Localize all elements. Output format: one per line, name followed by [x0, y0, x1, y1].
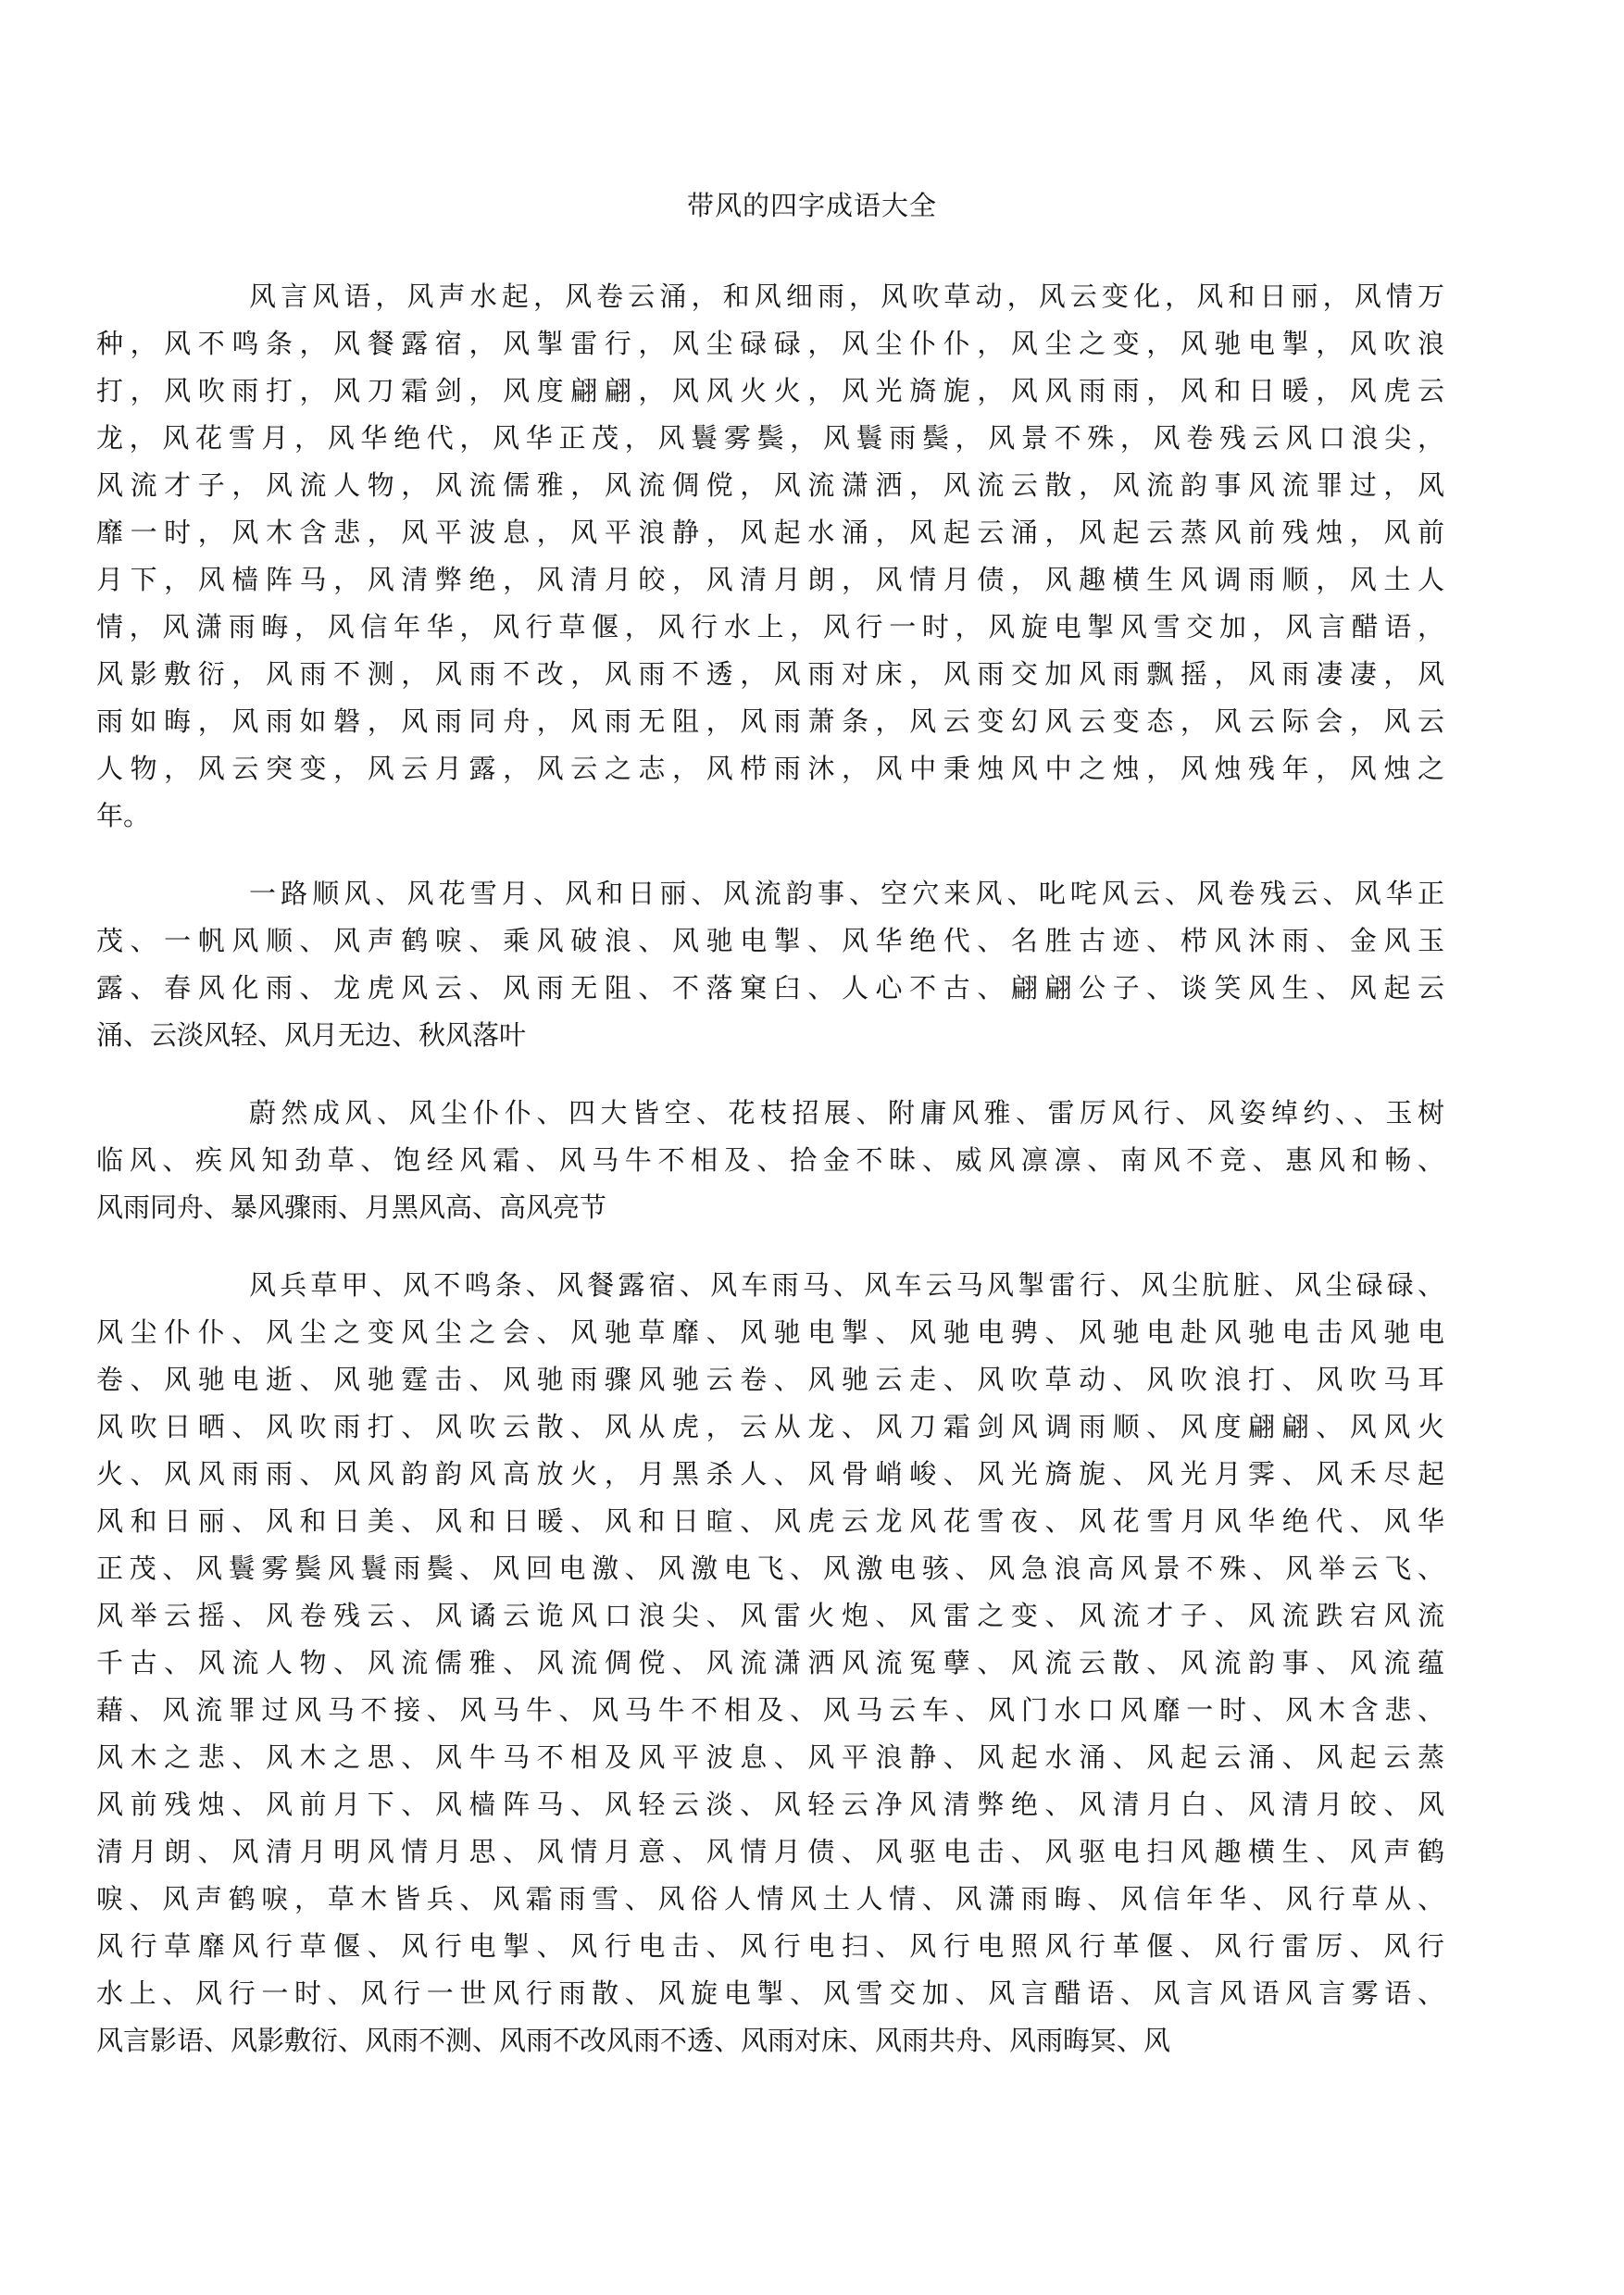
- text-line: 风尘仆仆、风尘之变风尘之会、风驰草靡、风驰电掣、风驰电骋、风驰电赴风驰电击风驰电: [96, 1318, 1444, 1348]
- paragraph: [96, 871, 1444, 1060]
- text-line: 蔚然成风、风尘仆仆、四大皆空、花枝招展、附庸风雅、雷厉风行、风姿绰约、、玉树: [249, 1099, 1444, 1129]
- text-line: 一路顺风、风花雪月、风和日丽、风流韵事、空穴来风、叱咤风云、风卷残云、风华正: [249, 879, 1444, 909]
- paragraph: [96, 1263, 1444, 2065]
- text-line: 涌、云淡风轻、风月无边、秋风落叶: [96, 1021, 527, 1051]
- text-line: 月下，风樯阵马，风清弊绝，风清月皎，风清月朗，风情月债，风趣横生风调雨顺，风土人: [96, 566, 1444, 595]
- text-line: 龙，风花雪月，风华绝代，风华正茂，风鬟雾鬓，风鬟雨鬓，风景不殊，风卷残云风口浪尖，: [96, 424, 1444, 454]
- document-body: [96, 274, 1444, 2065]
- text-line: 风流才子，风流人物，风流儒雅，风流倜傥，风流潇洒，风流云散，风流韵事风流罪过，风: [96, 471, 1444, 501]
- text-line: 风举云摇、风卷残云、风谲云诡风口浪尖、风雷火炮、风雷之变、风流才子、风流跌宕风流: [96, 1602, 1444, 1631]
- text-line: 正茂、风鬟雾鬓风鬟雨鬓、风回电激、风激电飞、风激电骇、风急浪高风景不殊、风举云飞、: [96, 1554, 1444, 1584]
- text-line: 火、风风雨雨、风风韵韵风高放火，月黑杀人、风骨峭峻、风光旖旎、风光月霁、风禾尽起: [96, 1460, 1444, 1490]
- text-line: 唳、风声鹤唳，草木皆兵、风霜雨雪、风俗人情风土人情、风潇雨晦、风信年华、风行草从、: [96, 1885, 1444, 1915]
- text-line: 风兵草甲、风不鸣条、风餐露宿、风车雨马、风车云马风掣雷行、风尘肮脏、风尘碌碌、: [249, 1271, 1444, 1301]
- text-line: 风行草靡风行草偃、风行电掣、风行电击、风行电扫、风行电照风行革偃、风行雷厉、风行: [96, 1932, 1444, 1962]
- text-line: 雨如晦，风雨如磐，风雨同舟，风雨无阻，风雨萧条，风云变幻风云变态，风云际会，风云: [96, 707, 1444, 737]
- text-line: 打，风吹雨打，风刀霜剑，风度翩翩，风风火火，风光旖旎，风风雨雨，风和日暖，风虎云: [96, 377, 1444, 406]
- text-line: 风言影语、风影敷衍、风雨不测、风雨不改风雨不透、风雨对床、风雨共舟、风雨晦冥、风: [96, 2027, 1171, 2056]
- text-line: 临风、疾风知劲草、饱经风霜、风马牛不相及、拾金不昧、威风凛凛、南风不竞、惠风和畅、: [96, 1146, 1444, 1176]
- text-line: 水上、风行一时、风行一世风行雨散、风旋电掣、风雪交加、风言醋语、风言风语风言雾语、: [96, 1979, 1444, 2009]
- text-line: 靡一时，风木含悲，风平波息，风平浪静，风起水涌，风起云涌，风起云蒸风前残烛，风前: [96, 518, 1444, 548]
- text-line: 风言风语，风声水起，风卷云涌，和风细雨，风吹草动，风云变化，风和日丽，风情万: [249, 282, 1444, 312]
- paragraph: [96, 1091, 1444, 1232]
- text-line: 卷、风驰电逝、风驰霆击、风驰雨骤风驰云卷、风驰云走、风吹草动、风吹浪打、风吹马耳: [96, 1366, 1444, 1395]
- document-title: 带风的四字成语大全: [686, 192, 937, 221]
- text-line: 露、春风化雨、龙虎风云、风雨无阻、不落窠臼、人心不古、翩翩公子、谈笑风生、风起云: [96, 974, 1444, 1004]
- text-line: 风影敷衍，风雨不测，风雨不改，风雨不透，风雨对床，风雨交加风雨飘摇，风雨凄凄，风: [96, 660, 1444, 690]
- text-line: 年。: [96, 802, 151, 831]
- text-line: 清月朗、风清月明风情月思、风情月意、风情月债、风驱电击、风驱电扫风趣横生、风声鹤: [96, 1838, 1444, 1867]
- text-line: 情，风潇雨晦，风信年华，风行草偃，风行水上，风行一时，风旋电掣风雪交加，风言醋语，: [96, 613, 1444, 642]
- text-line: 人物，风云突变，风云月露，风云之志，风栉雨沐，风中秉烛风中之烛，风烛残年，风烛之: [96, 755, 1444, 784]
- text-line: 茂、一帆风顺、风声鹤唳、乘风破浪、风驰电掣、风华绝代、名胜古迹、栉风沐雨、金风玉: [96, 927, 1444, 956]
- paragraph: [96, 274, 1444, 841]
- text-line: 种，风不鸣条，风餐露宿，风掣雷行，风尘碌碌，风尘仆仆，风尘之变，风驰电掣，风吹浪: [96, 330, 1444, 359]
- text-line: 风吹日晒、风吹雨打、风吹云散、风从虎，云从龙、风刀霜剑风调雨顺、风度翩翩、风风火: [96, 1413, 1444, 1442]
- text-line: 风和日丽、风和日美、风和日暖、风和日暄、风虎云龙风花雪夜、风花雪月风华绝代、风华: [96, 1507, 1444, 1537]
- text-line: 风雨同舟、暴风骤雨、月黑风高、高风亮节: [96, 1193, 607, 1223]
- text-line: 藉、风流罪过风马不接、风马牛、风马牛不相及、风马云车、风门水口风靡一时、风木含悲、: [96, 1696, 1444, 1726]
- text-line: 千古、风流人物、风流儒雅、风流倜傥、风流潇洒风流冤孽、风流云散、风流韵事、风流蕴: [96, 1649, 1444, 1678]
- text-line: 风前残烛、风前月下、风樯阵马、风轻云淡、风轻云净风清弊绝、风清月白、风清月皎、风: [96, 1790, 1444, 1820]
- text-line: 风木之悲、风木之思、风牛马不相及风平波息、风平浪静、风起水涌、风起云涌、风起云蒸: [96, 1743, 1444, 1773]
